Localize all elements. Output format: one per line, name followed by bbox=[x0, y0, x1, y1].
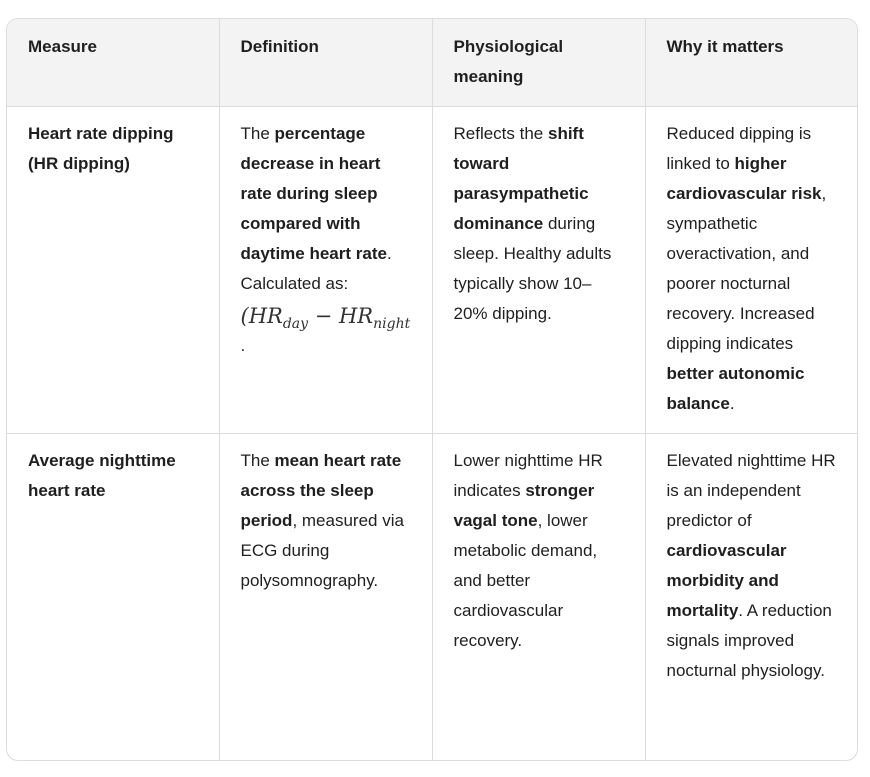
definition-cell bbox=[219, 433, 432, 761]
meaning-text: Lower nighttime HR indicates bbox=[453, 450, 603, 500]
measure-name: Heart rate dipping (HR dipping) bbox=[28, 123, 174, 173]
definition-emphasis: mean heart rate across the sleep period bbox=[240, 450, 402, 530]
meaning-cell bbox=[432, 106, 645, 433]
definition-text: The bbox=[240, 123, 275, 143]
meaning-cell bbox=[432, 433, 645, 761]
matters-emphasis: cardiovascular morbidity and mortality bbox=[666, 540, 787, 620]
matters-emphasis: better autonomic balance bbox=[666, 363, 805, 413]
meaning-text: Reflects the bbox=[453, 123, 548, 143]
meaning-text: during sleep. Healthy adults typically show 10–20% dipping. bbox=[453, 213, 612, 323]
table-header-row bbox=[7, 19, 858, 106]
measure-cell bbox=[7, 106, 219, 433]
definition-text: , measured via ECG during polysomnography. bbox=[240, 510, 404, 590]
measure-cell bbox=[7, 433, 219, 761]
measure-name: Average nighttime heart rate bbox=[28, 450, 176, 500]
matters-cell bbox=[645, 433, 858, 761]
comparison-table bbox=[7, 19, 858, 761]
matters-text: Reduced dipping is linked to bbox=[666, 123, 812, 173]
table-row bbox=[7, 433, 858, 761]
column-header-why-it-matters: Why it matters bbox=[645, 19, 858, 106]
matters-text: . bbox=[729, 393, 735, 413]
definition-text: . bbox=[240, 335, 246, 355]
matters-text: Elevated nighttime HR is an independent predictor of bbox=[666, 450, 836, 530]
dipping-formula: ($HR_{day} - HR_{night}$ bbox=[240, 303, 411, 332]
definition-cell bbox=[219, 106, 432, 433]
column-header-definition: Definition bbox=[219, 19, 432, 106]
meaning-text: , lower metabolic demand, and better cardiovascular recovery. bbox=[453, 510, 598, 650]
column-header-physiological-meaning: Physiological meaning bbox=[432, 19, 645, 106]
meaning-emphasis: shift toward parasympathetic dominance bbox=[453, 123, 589, 233]
definition-text: . Calculated as: bbox=[240, 243, 392, 293]
definition-text: The bbox=[240, 450, 275, 470]
comparison-table-container bbox=[6, 18, 858, 761]
column-header-measure: Measure bbox=[7, 19, 219, 106]
matters-text: . A reduction signals improved nocturnal physiology. bbox=[666, 600, 832, 680]
matters-cell bbox=[645, 106, 858, 433]
matters-emphasis: higher cardiovascular risk bbox=[666, 153, 822, 203]
table-row bbox=[7, 106, 858, 433]
matters-text: , sympathetic overactivation, and poorer nocturnal recovery. Increased dipping indicates bbox=[666, 183, 827, 353]
definition-emphasis: percentage decrease in heart rate during sleep compared with daytime heart rate bbox=[240, 123, 387, 263]
meaning-emphasis: stronger vagal tone bbox=[453, 480, 595, 530]
